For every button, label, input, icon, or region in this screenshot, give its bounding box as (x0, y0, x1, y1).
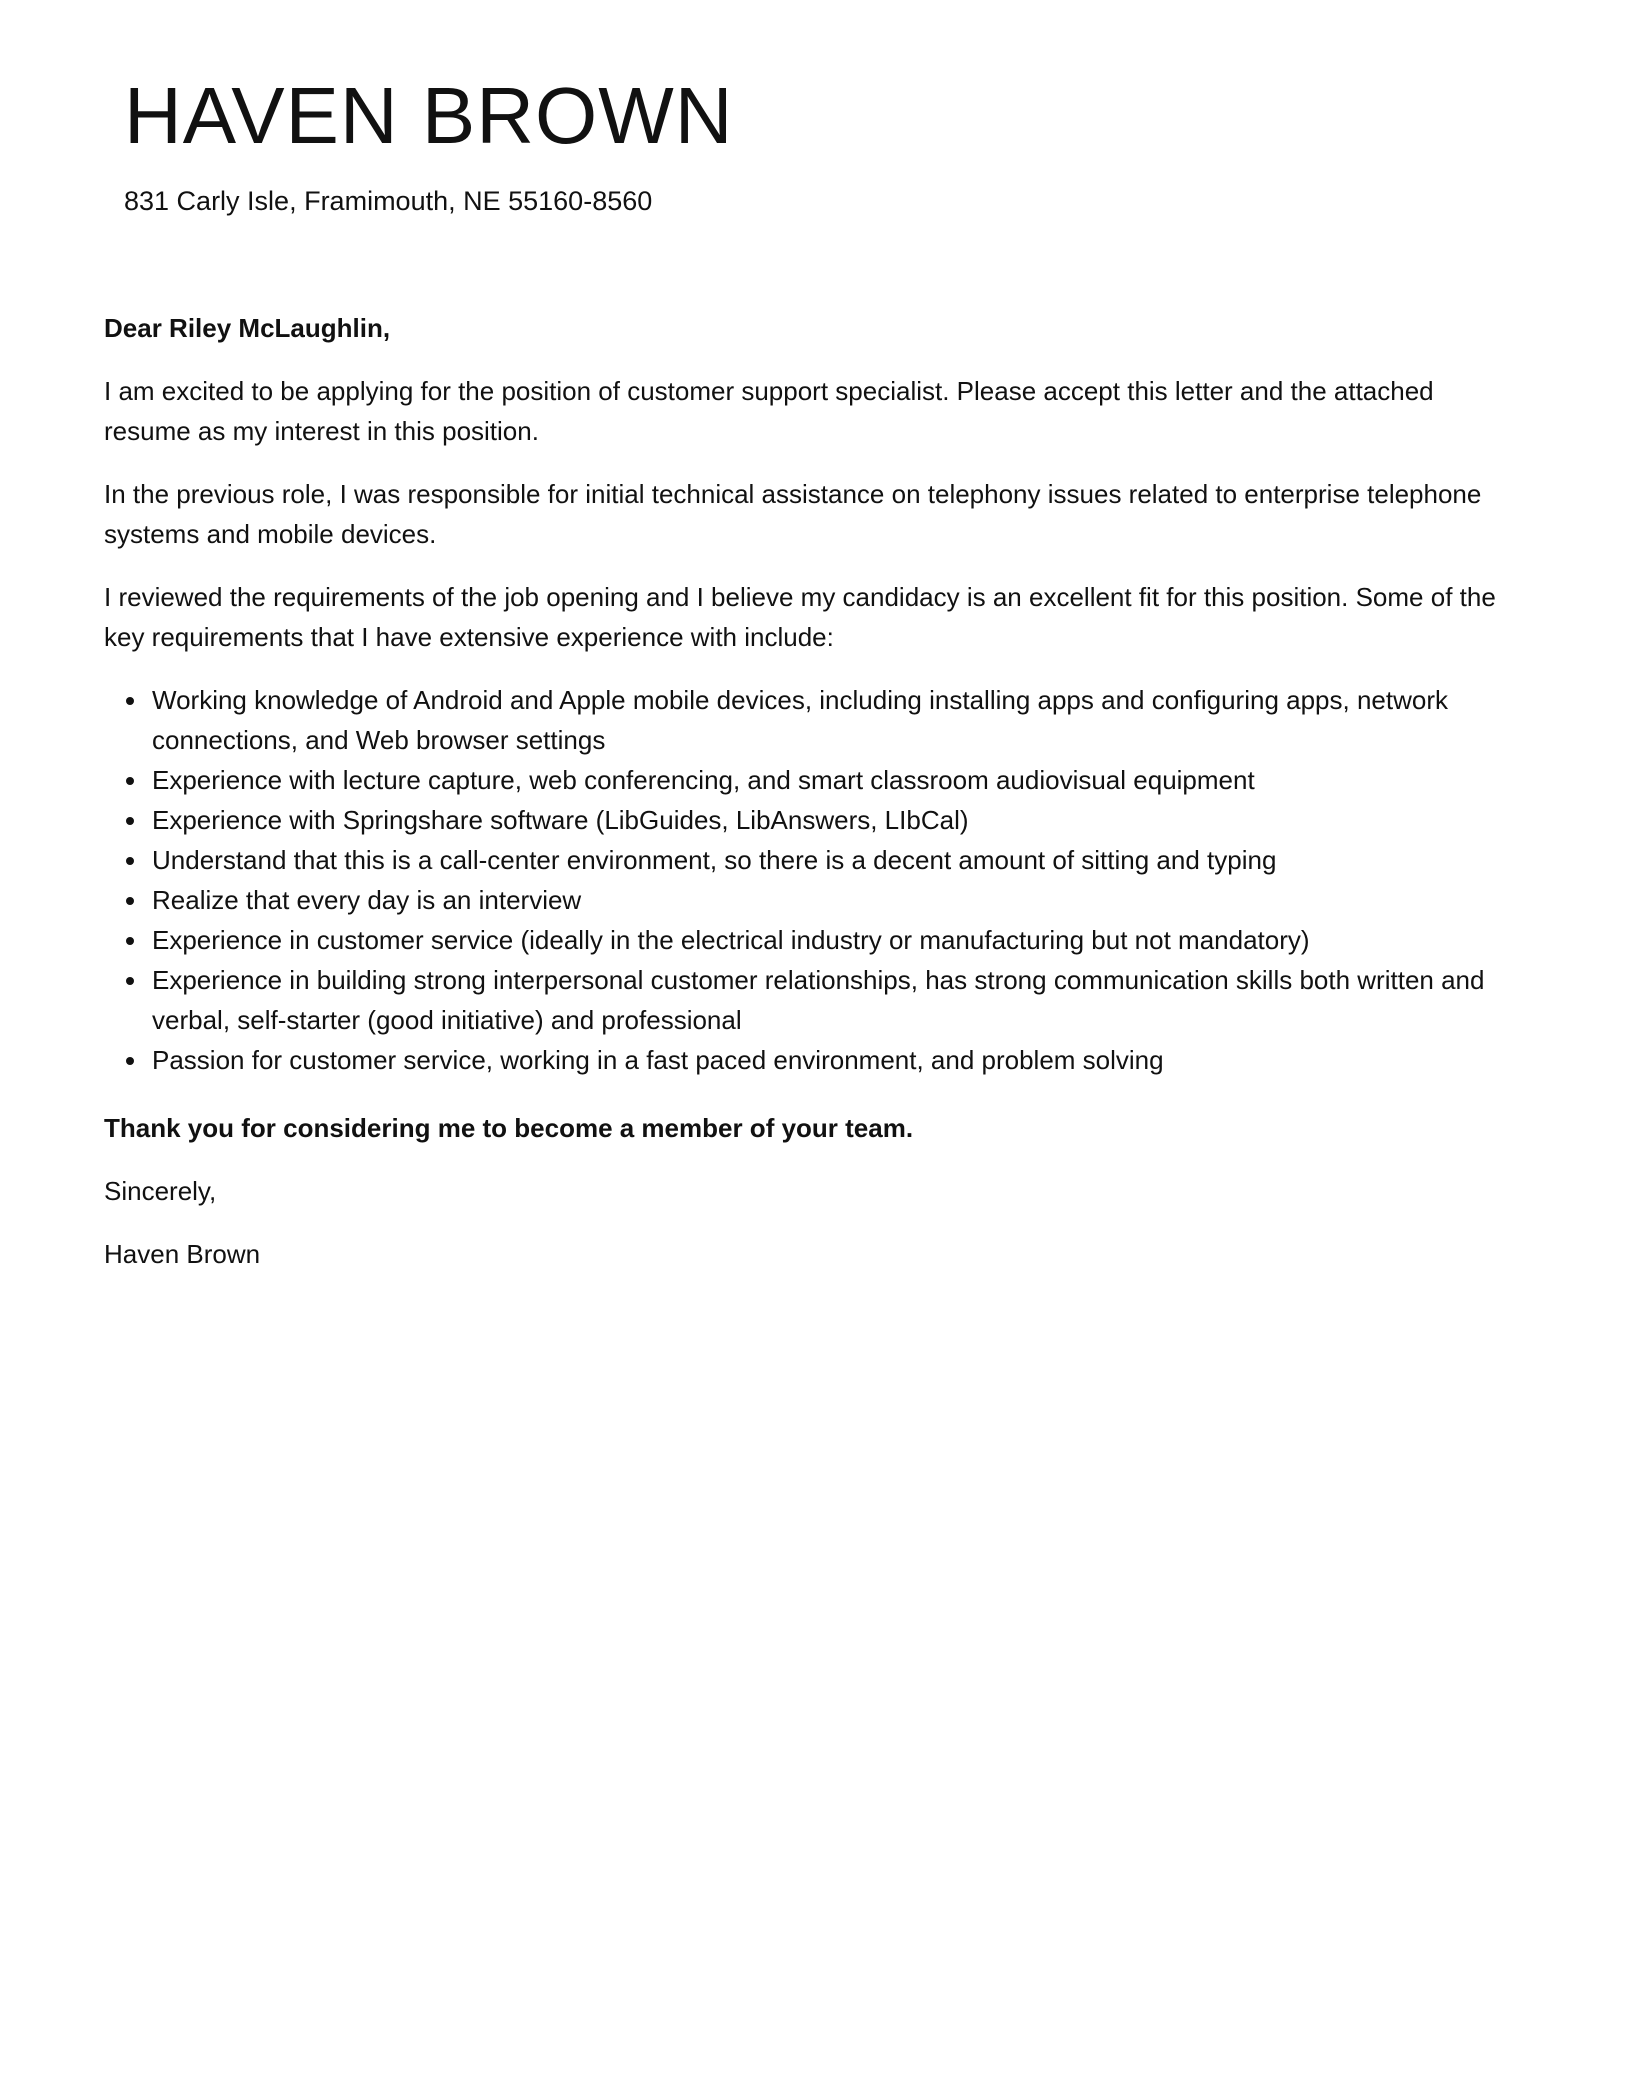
letter-body (104, 308, 1524, 1297)
applicant-name: HAVEN BROWN (124, 71, 734, 160)
paragraph-intro: I am excited to be applying for the position of customer support specialist. Please accept this letter and the attached resume as my interest in this position. (104, 376, 1434, 446)
list-item: Experience with Springshare software (LibGuides, LibAnswers, LIbCal) (152, 800, 1524, 840)
signoff: Sincerely, (104, 1176, 217, 1206)
paragraph-requirements: I reviewed the requirements of the job opening and I believe my candidacy is an excellent fit for this position. Some of the key requirements that I have extensive experience with include: (104, 582, 1496, 652)
list-item: Working knowledge of Android and Apple mobile devices, including installing apps and configuring apps, network connections, and Web browser settings (152, 680, 1524, 760)
list-item: Experience in customer service (ideally in the electrical industry or manufacturing but not mandatory) (152, 920, 1524, 960)
applicant-address: 831 Carly Isle, Framimouth, NE 55160-8560 (124, 186, 653, 216)
list-item: Experience in building strong interpersonal customer relationships, has strong communication skills both written and verbal, self-starter (good initiative) and professional (152, 960, 1524, 1040)
paragraph-previous-role: In the previous role, I was responsible for initial technical assistance on telephony issues related to enterprise telephone systems and mobile devices. (104, 479, 1482, 549)
signature-name: Haven Brown (104, 1239, 261, 1269)
closing-statement: Thank you for considering me to become a member of your team. (104, 1113, 914, 1143)
greeting: Dear Riley McLaughlin, (104, 313, 391, 343)
requirements-list (104, 680, 1524, 1080)
list-item: Passion for customer service, working in a fast paced environment, and problem solving (152, 1040, 1524, 1080)
list-item: Understand that this is a call-center environment, so there is a decent amount of sitting and typing (152, 840, 1524, 880)
list-item: Realize that every day is an interview (152, 880, 1524, 920)
list-item: Experience with lecture capture, web conferencing, and smart classroom audiovisual equipment (152, 760, 1524, 800)
